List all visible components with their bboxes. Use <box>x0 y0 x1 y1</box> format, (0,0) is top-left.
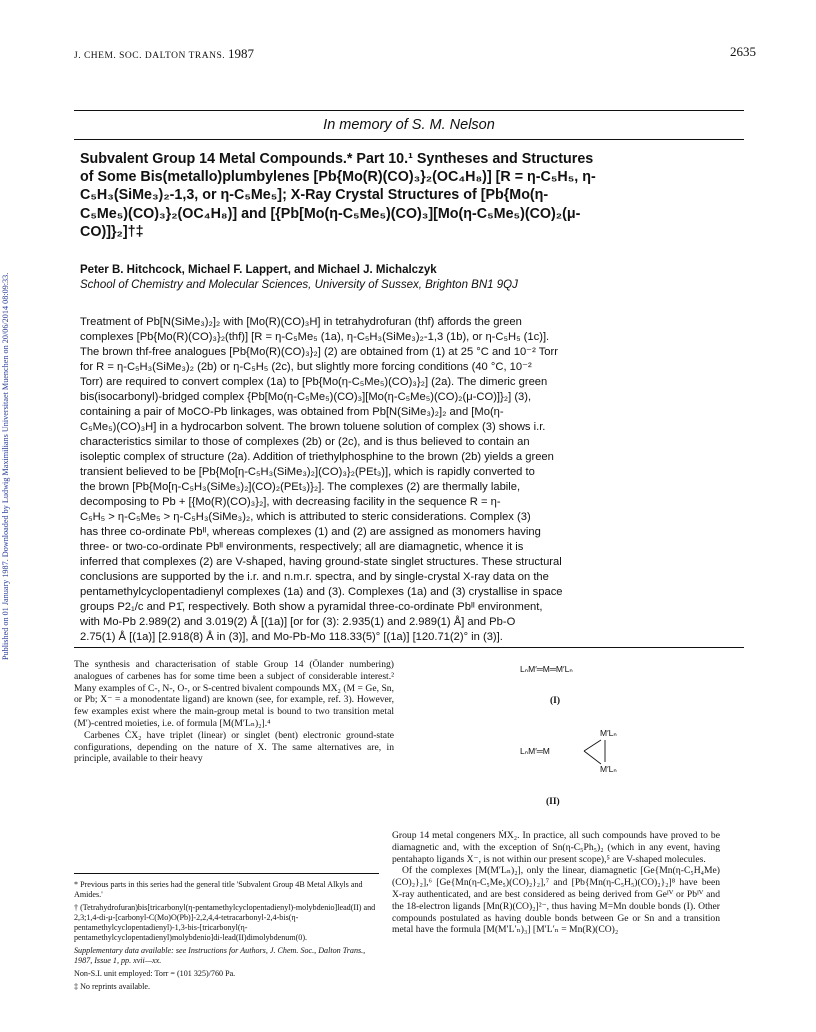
abstract-line: Torr) are required to convert complex (1a) to [Pb{Mo(η-C₅Me₅)(CO)₃}₂] (2a). The dimeric green <box>80 376 548 388</box>
abstract-line: Treatment of Pb[N(SiMe₃)₂]₂ with [Mo(R)(CO)₃H] in tetrahydrofuran (thf) affords the green <box>80 316 522 328</box>
abstract-line: characteristics similar to those of complexes (2b) or (2c), and is thus believed to contain an <box>80 436 530 448</box>
structure-ii-top-ligand: M′Lₙ <box>600 728 617 738</box>
structure-ii-bonds <box>583 734 613 768</box>
body-paragraph: Group 14 metal congeners ṀX₂. In practice, all such compounds have proved to be diamagnetic and, with the exception of Sn(η-C₅Ph₅)₂ (which in any event, having pentahapto ligands X⁻, is not within our present scope),⁵ are V-shaped molecules. <box>392 830 720 865</box>
abstract-line: inferred that complexes (2) are V-shaped, having ground-state singlet structures. These structural <box>80 556 562 568</box>
body-paragraph: The synthesis and characterisation of stable Group 14 (Ölander numbering) analogues of carbenes has for some time been a subject of considerable interest.² Many examples of C-, N-, O-, or S-centred bivalent compounds MX₂ (M = Ge, Sn, or Pb; X⁻ = a monodentate ligand) are known (see, for example, ref. 3). However, few examples exist where the main-group metal is bound to two transition metal (M′)-centred moieties, i.e. of formula [M(M′Lₙ)₂].⁴ <box>74 659 394 729</box>
page-number: 2635 <box>730 44 756 59</box>
title-line: C₅H₃(SiMe₃)₂-1,3, or η-C₅Me₅]; X-Ray Crystal Structures of [Pb{Mo(η- <box>80 187 549 204</box>
abstract-line: pentamethylcyclopentadienyl complexes (1a) and (3). Complexes (1a) and (3) crystallise in space <box>80 586 563 598</box>
body-right-column <box>392 830 720 936</box>
abstract-line: containing a pair of MoCO-Pb linkages, was obtained from Pb[N(SiMe₃)₂]₂ and [Mo(η- <box>80 406 504 418</box>
article-title <box>80 150 735 241</box>
abstract-line: C₅H₅ > η-C₅Me₅ > η-C₅H₃(SiMe₃)₂, which is attributed to steric considerations. Complex (3) <box>80 511 531 523</box>
abstract-line: has three co-ordinate Pbᴵᴵ, whereas complexes (1) and (2) are assigned as monomers having <box>80 526 541 538</box>
authors: Peter B. Hitchcock, Michael F. Lappert, and Michael J. Michalczyk <box>80 264 437 276</box>
structure-ii-label: (II) <box>546 797 560 807</box>
abstract <box>80 315 740 645</box>
abstract-line: the brown [Pb{Mo[η-C₅H₃(SiMe₃)₂](CO)₂(PEt₃)}₂]. The complexes (2) are thermally labile, <box>80 481 521 493</box>
structure-i-label: (I) <box>550 696 561 706</box>
title-line: of Some Bis(metallo)plumbylenes [Pb{Mo(R)(CO)₃}₂(OC₄H₈)] [R = η-C₅H₅, η- <box>80 169 596 186</box>
abstract-line: groups P2₁/c and P1̄, respectively. Both show a pyramidal three-co-ordinate Pbᴵᴵ environment, <box>80 601 543 613</box>
structure-i-formula: LₙM′═M═M′Lₙ <box>520 664 573 674</box>
journal-name: J. CHEM. SOC. DALTON TRANS. <box>74 51 226 61</box>
footnote: ‡ No reprints available. <box>74 982 150 991</box>
footnote: Non-S.I. unit employed: Torr = (101 325)/760 Pa. <box>74 969 236 978</box>
abstract-line: The brown thf-free analogues [Pb{Mo(R)(CO)₃}₂] (2) are obtained from (1) at 25 °C and 10⁻² Torr <box>80 346 558 358</box>
abstract-line: C₅Me₅)(CO)₃H] in a hydrocarbon solvent. The brown toluene solution of complex (3) shows i.r. <box>80 421 546 433</box>
footnote-rule <box>74 873 379 874</box>
abstract-line: for R = η-C₅H₃(SiMe₃)₂ (2b) or η-C₅H₅ (2c), but slightly more forcing conditions (40 °C, 10⁻² <box>80 361 532 373</box>
body-paragraph: Carbenes ĊX₂ have triplet (linear) or singlet (bent) electronic ground-state configurations, depending on the nature of X. The same alternatives are, in principle, available to their heavy <box>74 729 394 765</box>
abstract-line: complexes [Pb{Mo(R)(CO)₃}₂(thf)] [R = η-C₅Me₅ (1a), η-C₅H₃(SiMe₃)₂-1,3 (1b), or η-C₅H₅ (1c)]. <box>80 331 550 343</box>
abstract-line: isoleptic complex of structure (2a). Addition of triethylphosphine to the brown (2b) yields a green <box>80 451 554 463</box>
abstract-rule <box>74 647 744 648</box>
footnotes <box>74 880 379 995</box>
running-header <box>74 46 254 62</box>
abstract-line: transient believed to be [Pb{Mo[η-C₅H₃(SiMe₃)₂](CO)₃}₂(PEt₃)], which is rapidly converted to <box>80 466 535 478</box>
body-left-column <box>74 659 394 765</box>
dedication: In memory of S. M. Nelson <box>323 117 495 133</box>
affiliation: School of Chemistry and Molecular Sciences, University of Sussex, Brighton BN1 9QJ <box>80 279 518 291</box>
download-notice: Published on 01 January 1987. Downloaded by Ludwig Maximilians Universitaet Muenchen on 20/06/2014 08:09:33. <box>1 272 10 660</box>
structure-ii-bottom-ligand: M′Lₙ <box>600 764 617 774</box>
dedication-rule <box>74 139 744 140</box>
footnote: * Previous parts in this series had the general title 'Subvalent Group 4B Metal Alkyls and Amides.' <box>74 880 363 899</box>
title-line: C₅Me₅)(CO)₃}₂(OC₄H₈)] and [{Pb[Mo(η-C₅Me₅)(CO)₃][Mo(η-C₅Me₅)(CO)₂(μ- <box>80 205 581 222</box>
abstract-line: decomposing to Pb + [{Mo(R)(CO)₃}₂], with decreasing facility in the sequence R = η- <box>80 496 501 508</box>
abstract-line: three- or two-co-ordinate Pbᴵᴵ environments, respectively; all are diamagnetic, whence it is <box>80 541 524 553</box>
body-paragraph: Of the complexes [M(M′Lₙ)₂], only the linear, diamagnetic [Ge{Mn(η-C₅H₄Me)(CO)₂}₂],⁶ [Ge{Mn(η-C₅Me₅)(CO)₂}₂],⁷ and [Pb{Mn(η-C₅H₅)(CO)₂}₂]⁸ have been X-ray authenticated, and are best considered as being derived from Geᴵⱽ or Pbᴵⱽ and the 18-electron ligands [Mn(R)(CO)₂]²⁻, thus having M=Mn double bonds (I). Other compounds postulated as having double bonds between Ge or Sn and a transition metal have the formula [M(M′L′ₙ)₃] [M′L′ₙ = Mn(R)(CO)₂ <box>392 865 720 936</box>
abstract-line: 2.75(1) Å [(1a)] [2.918(8) Å in (3)], and Mo-Pb-Mo 118.33(5)° [(1a)] [120.71(2)° in (3)]. <box>80 631 503 643</box>
abstract-line: bis(isocarbonyl)-bridged complex {Pb[Mo(η-C₅Me₅)(CO)₃][Mo(η-C₅Me₅)(CO)₂(μ-CO)]}₂] (3), <box>80 391 532 403</box>
footnote: † (Tetrahydrofuran)bis[tricarbonyl(η-pentamethylcyclopentadienyl)-molybdenio]lead(II) and 2,3;1,4-di-μ-[carbonyl-C(Mo)O(Pb)]-2,2,4,4-tetracarbonyl-2,4-bis(η-pentamethylcyclopentadienyl)-1,3-bis-[tricarbonyl(η-pentamethylcyclopentadienyl)molybdenio]di-lead(II)dimolybdenum(0). <box>74 903 376 942</box>
title-line: Subvalent Group 14 Metal Compounds.* Part 10.¹ Syntheses and Structures <box>80 151 594 167</box>
abstract-line: conclusions are supported by the i.r. and n.m.r. spectra, and by single-crystal X-ray data on the <box>80 571 549 583</box>
journal-year: 1987 <box>227 46 254 61</box>
footnote: Supplementary data available: see Instructions for Authors, J. Chem. Soc., Dalton Trans., 1987, Issue 1, pp. xvii—xx. <box>74 946 366 965</box>
abstract-line: with Mo-Pb 2.989(2) and 3.019(2) Å [(1a)] [or for (3): 2.935(1) and 2.989(1) Å] and Pb-O <box>80 616 516 628</box>
top-rule <box>74 110 744 111</box>
structure-ii-left: LₙM′═M <box>520 746 550 756</box>
title-line: CO)]}₂]†‡ <box>80 223 144 240</box>
